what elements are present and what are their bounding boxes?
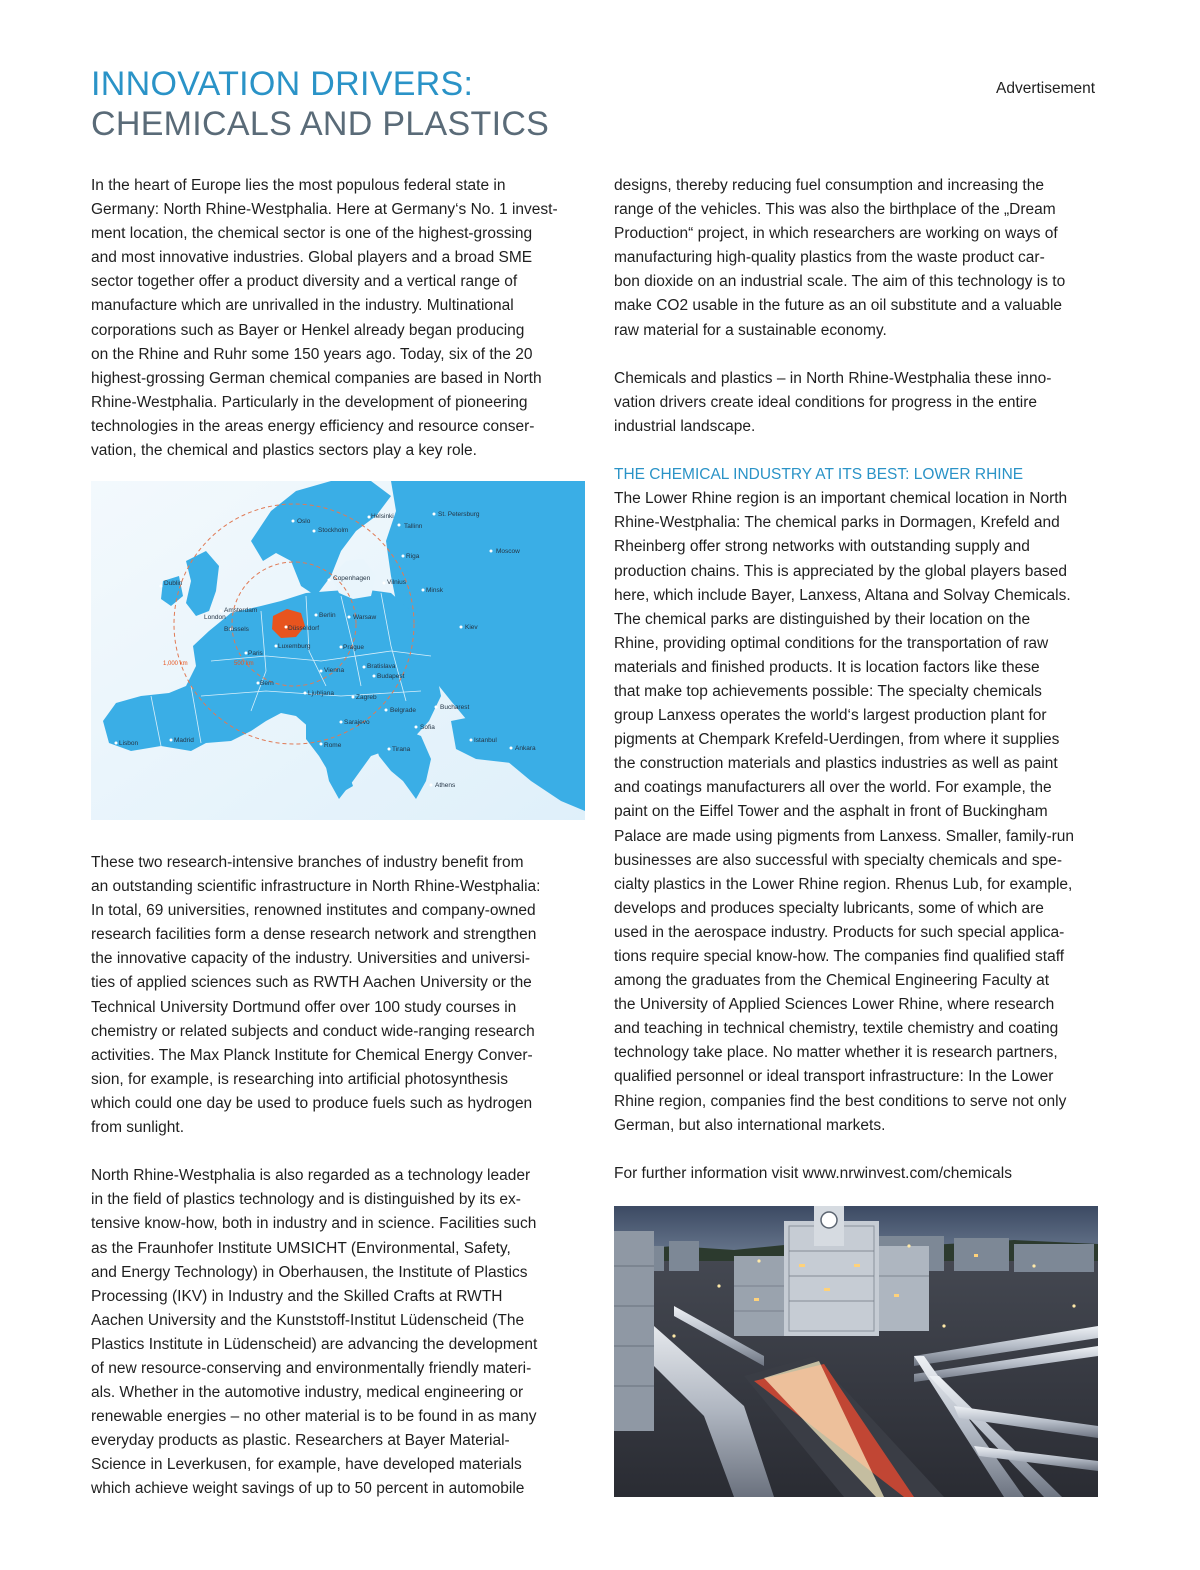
city-berlin: Berlin bbox=[319, 612, 336, 619]
city-vilnius: Vilnius bbox=[387, 579, 407, 586]
city-zagreb: Zagreb bbox=[356, 694, 377, 701]
chemical-plant-photo bbox=[614, 1206, 1098, 1497]
title-line-2: CHEMICALS AND PLASTICS bbox=[91, 105, 550, 143]
photo-left-tower bbox=[614, 1231, 654, 1431]
city-rome: Rome bbox=[324, 742, 342, 749]
city-riga: Riga bbox=[406, 553, 420, 560]
europe-map-graphic bbox=[91, 481, 585, 820]
label-1000km: 1,000 km bbox=[163, 661, 188, 667]
chemical-plant-graphic bbox=[614, 1206, 1098, 1497]
paragraph-plastics: North Rhine-Westphalia is also regarded as a technology leader in the field of plastics technology and is distinguished by its ex- tensive know-how, both in industry and in science. Facilities such as the Fraunhofer Institute UMSICHT (Environmental, Safety, and Energy Technology) in Oberhausen, the Institute of Plastics Processing (IKV) in Industry and the Skilled Crafts at RWTH Aachen University and the Kunststoff-Institut Lüdenscheid (The Plastics Institute in Lüdenscheid) are advancing the development of new resource-conserving and environmentally friendly materi- als. Whether in the automotive industry, medical engineering or renewable energies – no other material is to be found in as many everyday products as plastic. Researchers at Bayer Material- Science in Leverkusen, for example, have developed materials which achieve weight savings of up to 50 percent in automobile bbox=[91, 1167, 538, 1498]
city-tallinn: Tallinn bbox=[404, 523, 423, 530]
city-belgrade: Belgrade bbox=[390, 707, 417, 714]
city-london: London bbox=[204, 614, 226, 621]
city-athens: Athens bbox=[435, 782, 456, 789]
paragraph-further-info: For further information visit www.nrwinvest.com/chemicals bbox=[614, 1164, 1012, 1182]
city-lisbon: Lisbon bbox=[119, 740, 139, 747]
city-bratislava: Bratislava bbox=[367, 663, 396, 670]
paragraph-lower-rhine: The Lower Rhine region is an important chemical location in North Rhine-Westphalia: The chemical parks in Dormagen, Krefeld and Rheinberg offer strong networks with outstanding supply and production chains. This is appreciated by the global players based here, which include Bayer, Lanxess, Altana and Solvay Chemicals. The chemical parks are distinguished by their location on the Rhine, providing optimal conditions for the transportation of raw materials and finished products. It is location factors like these that make top achievements possible: The specialty chemicals group Lanxess operates the world‘s largest production plant for pigments at Chempark Krefeld-Uerdingen, from where it supplies the construction materials and plastics industries as well as paint and coatings manufacturers all over the world. For example, the paint on the Eiffel Tower and the asphalt in front of Buckingham Palace are made using pigments from Lanxess. Smaller, family-run businesses are also successful with specialty chemicals and spe- cialty plastics in the Lower Rhine region. Rhenus Lub, for example, develops and produces specialty lubricants, some of which are used in the aerospace industry. Products for such special applica- tions require special know-how. The companies find qualified staff among the graduates from the Chemical Engineering Faculty at the University of Applied Sciences Lower Rhine, where research and teaching in technical chemistry, textile chemistry and coating technology take place. No matter whether it is research partners, qualified personnel or ideal transport infrastructure: In the Lower Rhine region, companies find the best conditions to serve not only German, but also international markets. bbox=[614, 490, 1075, 1134]
city-ljubljana: Ljubljana bbox=[308, 690, 335, 697]
paragraph-gap bbox=[614, 439, 1114, 463]
paragraph-gap bbox=[614, 1138, 1114, 1162]
paragraph-intro: In the heart of Europe lies the most populous federal state in Germany: North Rhine-Westphalia. Here at Germany‘s No. 1 invest- ment location, the chemical sector is one of the highest-grossing and most innovative industries. Global players and a broad SME sector together offer a product diversity and a vertical range of manufacture which are unrivalled in the industry. Multinational corporations such as Bayer or Henkel already began producing on the Rhine and Ruhr some 150 years ago. Today, six of the 20 highest-grossing German chemical companies are based in North Rhine-Westphalia. Particularly in the development of pioneering technologies in the areas energy efficiency and resource conser- vation, the chemical and plastics sectors play a key role. bbox=[91, 177, 558, 460]
city-vienna: Vienna bbox=[324, 667, 345, 674]
city-istanbul: Istanbul bbox=[474, 737, 497, 744]
paragraph-gap bbox=[91, 1140, 591, 1164]
paragraph-dream-production: designs, thereby reducing fuel consumption and increasing the range of the vehicles. This was also the birthplace of the „Dream Production“ project, in which researchers are working on ways of manufacturing high-quality plastics from the waste product car- bon dioxide on an industrial scale. The aim of this technology is to make CO2 usable in the future as an oil substitute and a valuable raw material for a sustainable economy. bbox=[614, 177, 1066, 339]
europe-map bbox=[91, 481, 585, 820]
city-ankara: Ankara bbox=[515, 745, 536, 752]
title-line-1: INNOVATION DRIVERS: bbox=[91, 65, 474, 103]
city-luxemburg: Luxemburg bbox=[278, 643, 311, 650]
label-500km: 500 km bbox=[234, 661, 254, 667]
left-column-top bbox=[91, 174, 591, 463]
left-column-bottom bbox=[91, 851, 591, 1502]
city-minsk: Minsk bbox=[426, 587, 443, 594]
right-column bbox=[614, 174, 1114, 1186]
page-title bbox=[91, 64, 549, 144]
city-budapest: Budapest bbox=[377, 673, 405, 680]
city-madrid: Madrid bbox=[174, 737, 194, 744]
city-warsaw: Warsaw bbox=[353, 614, 377, 621]
city-bern: Bern bbox=[260, 680, 274, 687]
paragraph-research: These two research-intensive branches of industry benefit from an outstanding scientific infrastructure in North Rhine-Westphalia: In total, 69 universities, renowned institutes and company-owned research facilities form a dense research network and strengthen the innovative capacity of the industry. Universities and universi- ties of applied sciences such as RWTH Aachen University or the Technical University Dortmund offer over 100 study courses in chemistry or related subjects and conduct wide-ranging research activities. The Max Planck Institute for Chemical Energy Conver- sion, for example, is researching into artificial photosynthesis which could one day be used to produce fuels such as hydrogen from sunlight. bbox=[91, 854, 541, 1137]
city-kiev: Kiev bbox=[465, 624, 478, 631]
city-prague: Prague bbox=[343, 644, 364, 651]
city-duesseldorf: Düsseldorf bbox=[288, 625, 320, 632]
paragraph-innovation-drivers: Chemicals and plastics – in North Rhine-Westphalia these inno- vation drivers create ideal conditions for progress in the entire industrial landscape. bbox=[614, 369, 1052, 435]
section-subheading: THE CHEMICAL INDUSTRY AT ITS BEST: LOWER RHINE bbox=[614, 466, 1024, 484]
city-copenhagen: Copenhagen bbox=[333, 575, 371, 582]
city-paris: Paris bbox=[248, 650, 263, 657]
city-dublin: Dublin bbox=[164, 580, 183, 587]
city-st-petersburg: St. Petersburg bbox=[438, 511, 480, 518]
city-sofia: Sofia bbox=[420, 724, 435, 731]
paragraph-gap bbox=[614, 343, 1114, 367]
city-moscow: Moscow bbox=[496, 548, 520, 555]
city-amsterdam: Amsterdam bbox=[224, 607, 258, 614]
advertisement-label: Advertisement bbox=[996, 80, 1096, 97]
city-oslo: Oslo bbox=[297, 518, 311, 525]
city-brussels: Brussels bbox=[224, 626, 249, 633]
city-stockholm: Stockholm bbox=[318, 527, 349, 534]
city-helsinki: Helsinki bbox=[371, 513, 394, 520]
city-bucharest: Bucharest bbox=[440, 704, 470, 711]
city-sarajevo: Sarajevo bbox=[344, 719, 370, 726]
city-tirana: Tirana bbox=[392, 746, 411, 753]
